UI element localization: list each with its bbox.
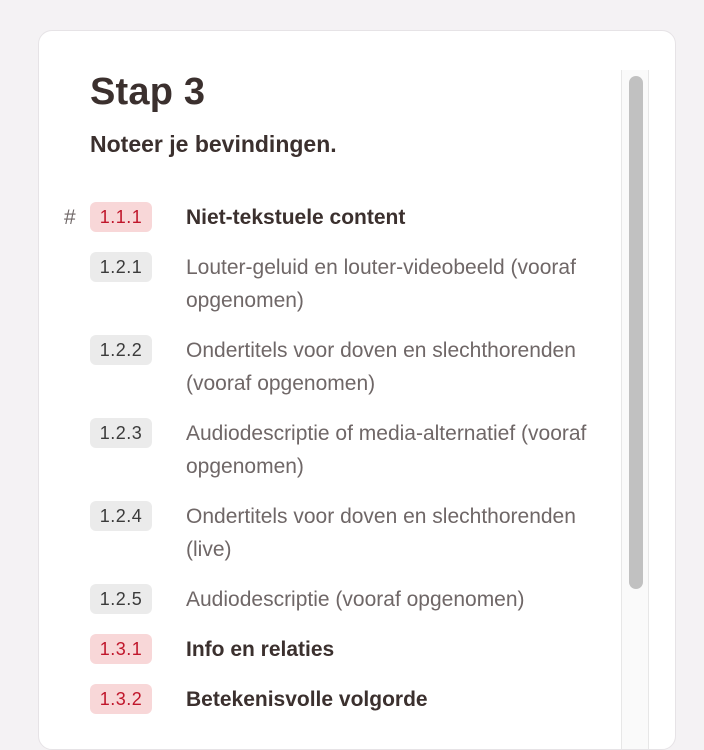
scrollbar-track[interactable] [621,70,649,750]
criterion-label: Niet-tekstuele content [186,206,406,229]
criterion-item-1-3-1[interactable] [39,633,619,666]
step-content [39,31,619,749]
criterion-badge: 1.2.4 [90,501,152,531]
step-title: Stap 3 [90,71,206,113]
criterion-badge: 1.1.1 [90,202,152,232]
criterion-badge: 1.2.3 [90,418,152,448]
criterion-label: Betekenisvolle volgorde [186,688,428,711]
criterion-item-1-2-4[interactable] [39,500,619,566]
criterion-badge: 1.2.5 [90,584,152,614]
criterion-badge: 1.3.1 [90,634,152,664]
criterion-label: Louter-geluid en louter-videobeeld (vooraf opgenomen) [186,256,576,312]
criterion-label: Audiodescriptie of media-alternatief (vooraf opgenomen) [186,422,587,478]
anchor-hash-icon[interactable]: # [64,206,76,229]
criterion-item-1-2-2[interactable] [39,334,619,400]
criterion-badge: 1.2.2 [90,335,152,365]
criterion-label: Audiodescriptie (vooraf opgenomen) [186,588,525,611]
criterion-item-1-2-5[interactable] [39,583,619,616]
criterion-item-1-1-1[interactable] [39,201,619,234]
criterion-item-1-3-2[interactable] [39,683,619,716]
criteria-list [39,201,619,733]
criterion-badge: 1.3.2 [90,684,152,714]
criterion-item-1-2-1[interactable] [39,251,619,317]
criterion-label: Info en relaties [186,638,335,661]
criterion-label: Ondertitels voor doven en slechthorenden (vooraf opgenomen) [186,339,576,395]
criterion-badge: 1.2.1 [90,252,152,282]
criterion-item-1-2-3[interactable] [39,417,619,483]
step-card [38,30,676,750]
scrollbar-thumb[interactable] [629,76,643,589]
criterion-label: Ondertitels voor doven en slechthorenden (live) [186,505,576,561]
step-subtitle: Noteer je bevindingen. [90,131,337,157]
